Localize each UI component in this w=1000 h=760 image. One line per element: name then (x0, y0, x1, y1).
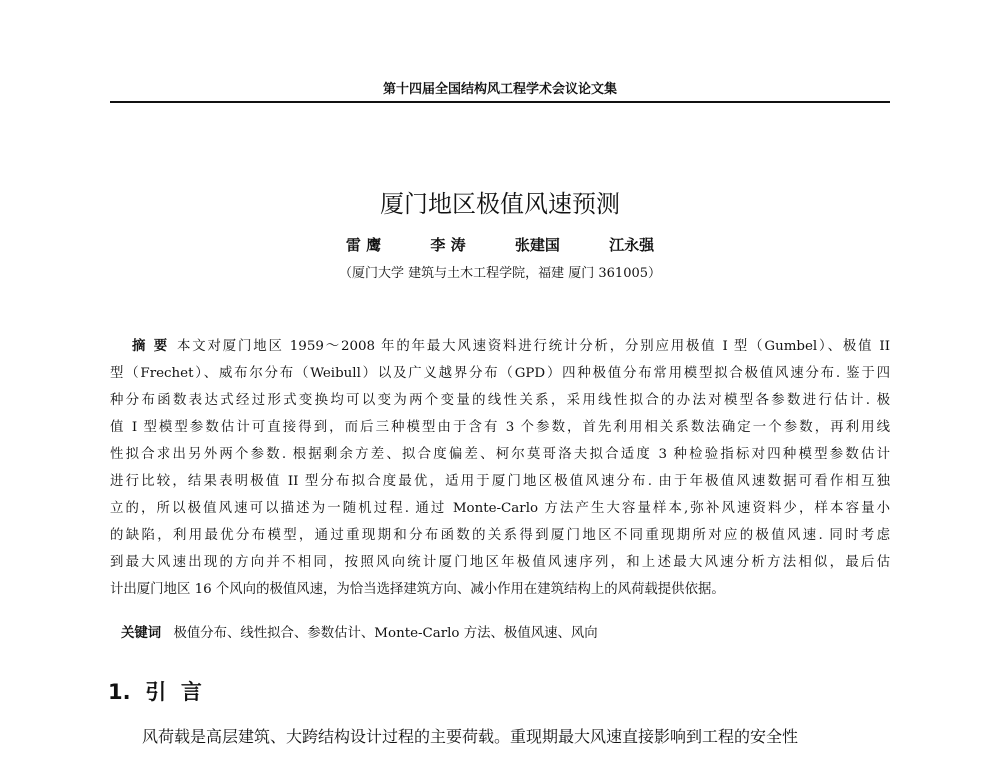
author: 李 涛 (430, 236, 466, 254)
abstract-line: 值 I 型模型参数估计可直接得到，而后三种模型由于含有 3 个参数，首先利用相关系数法确定一个参数，再利用线 (110, 420, 890, 435)
abstract-line: 性拟合求出另外两个参数. 根据剩余方差、拟合度偏差、柯尔莫哥洛夫拟合适度 3 种检验指标对四种模型参数估计 (110, 447, 890, 462)
affiliation: （厦门大学 建筑与土木工程学院，福建 厦门 361005） (338, 266, 662, 281)
abstract-line: 种分布函数表达式经过形式变换均可以变为两个变量的线性关系，采用线性拟合的办法对模型各参数进行估计. 极 (110, 393, 890, 408)
abstract (110, 333, 890, 603)
keywords-text: 极值分布、线性拟合、参数估计、Monte-Carlo 方法、极值风速、风向 (173, 626, 598, 641)
author: 雷 鹰 (345, 236, 382, 254)
keywords-label: 关键词 (121, 626, 162, 641)
running-header: 第十四届全国结构风工程学术会议论文集 (382, 82, 617, 97)
body-paragraph: 风荷载是高层建筑、大跨结构设计过程的主要荷载。重现期最大风速直接影响到工程的安全性 (142, 727, 799, 746)
abstract-line: 立的，所以极值风速可以描述为一随机过程. 通过 Monte-Carlo 方法产生大容量样本,弥补风速资料少，样本容量小 (110, 501, 890, 516)
abstract-line: 到最大风速出现的方向并不相同，按照风向统计厦门地区年极值风速序列，和上述最大风速分析方法相似，最后估 (110, 555, 890, 570)
author: 江永强 (609, 236, 655, 254)
keywords (121, 622, 598, 641)
abstract-line: 摘 要 本文对厦门地区 1959～2008 年的年最大风速资料进行统计分析，分别应用极值 I 型（Gumbel）、极值 II (132, 339, 890, 354)
author: 张建国 (514, 236, 560, 254)
paper-title: 厦门地区极值风速预测 (380, 190, 620, 218)
abstract-line: 计出厦门地区 16 个风向的极值风速，为恰当选择建筑方向、减小作用在建筑结构上的风荷载提供依据。 (110, 582, 725, 597)
abstract-line: 进行比较，结果表明极值 II 型分布拟合度最优，适用于厦门地区极值风速分布. 由于年极值风速数据可看作相互独 (110, 474, 890, 489)
section-heading: 1. 引 言 (108, 680, 202, 704)
abstract-line: 的缺陷，利用最优分布模型，通过重现期和分布函数的关系得到厦门地区不同重现期所对应的极值风速. 同时考虑 (110, 528, 890, 543)
authors (0, 234, 1000, 255)
abstract-label: 摘 要 (132, 339, 169, 354)
header-rule (110, 101, 890, 103)
abstract-line: 型（Frechet）、威布尔分布（Weibull）以及广义越界分布（GPD）四种极值分布常用模型拟合极值风速分布. 鉴于四 (110, 366, 890, 381)
